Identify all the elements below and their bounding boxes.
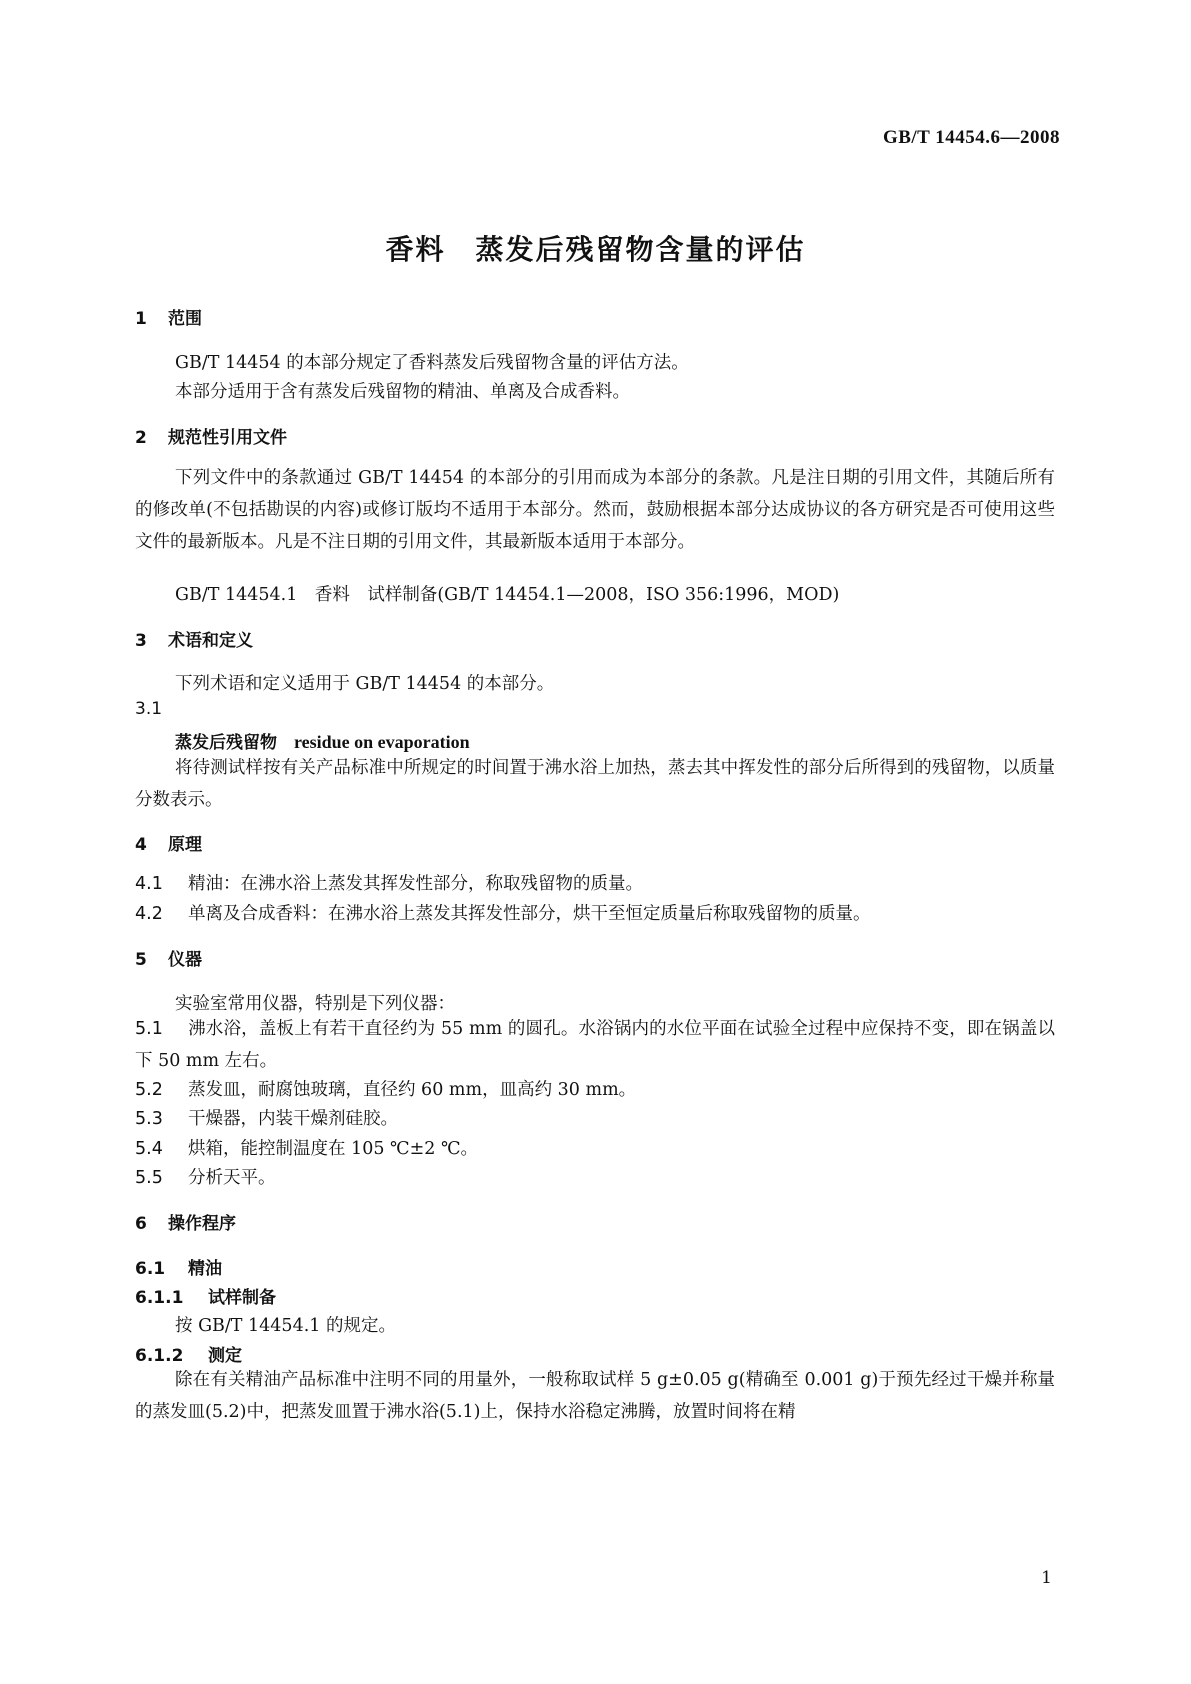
normative-reference: GB/T 14454.1 香料 试样制备(GB/T 14454.1—2008，ISO 356:1996，MOD) xyxy=(175,585,840,605)
clause-number: 5.2 xyxy=(135,1080,163,1100)
clause-number: 5.1 xyxy=(135,1019,163,1039)
section-number: 6 xyxy=(135,1214,147,1234)
clause-6-1-heading xyxy=(135,1254,222,1279)
clause-5-4 xyxy=(135,1133,1055,1165)
section-5-heading xyxy=(135,945,202,970)
clause-text: 蒸发皿，耐腐蚀玻璃，直径约 60 mm，皿高约 30 mm。 xyxy=(188,1080,637,1100)
clause-text: 沸水浴，盖板上有若干直径约为 55 mm 的圆孔。水浴锅内的水位平面在试验全过程中应保持不变，即在锅盖以下 50 mm 左右。 xyxy=(135,1019,1055,1071)
clause-5-5 xyxy=(135,1162,1055,1194)
clause-text: 精油：在沸水浴上蒸发其挥发性部分，称取残留物的质量。 xyxy=(188,874,643,894)
section-number: 2 xyxy=(135,428,147,448)
clause-text: 单离及合成香料：在沸水浴上蒸发其挥发性部分，烘干至恒定质量后称取残留物的质量。 xyxy=(188,904,871,924)
term-entry xyxy=(175,728,470,753)
standard-code: GB/T 14454.6—2008 xyxy=(882,127,1060,148)
section-title: 规范性引用文件 xyxy=(168,428,287,448)
clause-6-1-1-text: 按 GB/T 14454.1 的规定。 xyxy=(175,1316,396,1336)
clause-number: 6.1.1 xyxy=(135,1288,184,1308)
clause-3-1-number: 3.1 xyxy=(135,699,163,719)
clause-title: 试样制备 xyxy=(208,1288,276,1308)
clause-title: 测定 xyxy=(208,1346,242,1366)
section-3-paragraph: 下列术语和定义适用于 GB/T 14454 的本部分。 xyxy=(175,674,555,694)
clause-number: 5.4 xyxy=(135,1139,163,1159)
clause-text: 分析天平。 xyxy=(188,1168,276,1188)
document-title: 香料 蒸发后残留物含量的评估 xyxy=(385,233,806,266)
clause-text: 烘箱，能控制温度在 105 ℃±2 ℃。 xyxy=(188,1139,479,1159)
section-title: 原理 xyxy=(168,835,202,855)
section-1-paragraph-2: 本部分适用于含有蒸发后残留物的精油、单离及合成香料。 xyxy=(175,382,630,402)
section-1-paragraph-1: GB/T 14454 的本部分规定了香料蒸发后残留物含量的评估方法。 xyxy=(175,353,689,373)
clause-6-1-2-heading xyxy=(135,1341,242,1366)
section-number: 5 xyxy=(135,950,147,970)
clause-number: 5.3 xyxy=(135,1109,163,1129)
section-title: 仪器 xyxy=(168,950,202,970)
section-title: 术语和定义 xyxy=(168,631,253,651)
clause-6-1-1-heading xyxy=(135,1283,276,1308)
term-chinese: 蒸发后残留物 xyxy=(175,733,277,753)
clause-6-1-2-text: 除在有关精油产品标准中注明不同的用量外，一般称取试样 5 g±0.05 g(精确至 0.001 g)于预先经过干燥并称量的蒸发皿(5.2)中，把蒸发皿置于沸水浴(5.1)上，保持水浴稳定沸腾，放置时间将在精 xyxy=(135,1370,1055,1422)
page-number: 1 xyxy=(1041,1568,1052,1588)
section-number: 4 xyxy=(135,835,147,855)
clause-title: 精油 xyxy=(188,1259,222,1279)
section-6-heading xyxy=(135,1209,236,1234)
clause-text: 干燥器，内装干燥剂硅胶。 xyxy=(188,1109,398,1129)
section-title: 操作程序 xyxy=(168,1214,236,1234)
section-5-intro: 实验室常用仪器，特别是下列仪器： xyxy=(175,994,455,1014)
section-3-heading xyxy=(135,626,253,651)
clause-4-1 xyxy=(135,868,1055,900)
clause-number: 6.1.2 xyxy=(135,1346,184,1366)
section-number: 3 xyxy=(135,631,147,651)
section-4-heading xyxy=(135,830,202,855)
section-1-heading xyxy=(135,304,202,329)
clause-number: 5.5 xyxy=(135,1168,163,1188)
clause-4-2 xyxy=(135,898,1055,930)
section-2-heading xyxy=(135,423,287,448)
term-english: residue on evaporation xyxy=(294,732,470,752)
clause-5-2 xyxy=(135,1074,1055,1106)
clause-5-3 xyxy=(135,1103,1055,1135)
section-title: 范围 xyxy=(168,309,202,329)
clause-number: 6.1 xyxy=(135,1259,166,1279)
section-number: 1 xyxy=(135,309,147,329)
section-2-paragraph: 下列文件中的条款通过 GB/T 14454 的本部分的引用而成为本部分的条款。凡是注日期的引用文件，其随后所有的修改单(不包括勘误的内容)或修订版均不适用于本部分。然而，鼓励根据本部分达成协议的各方研究是否可使用这些文件的最新版本。凡是不注日期的引用文件，其最新版本适用于本部分。 xyxy=(135,468,1055,552)
clause-number: 4.1 xyxy=(135,874,163,894)
clause-5-1 xyxy=(135,1013,1055,1077)
term-definition: 将待测试样按有关产品标准中所规定的时间置于沸水浴上加热，蒸去其中挥发性的部分后所得到的残留物，以质量分数表示。 xyxy=(135,758,1055,810)
clause-number: 4.2 xyxy=(135,904,163,924)
